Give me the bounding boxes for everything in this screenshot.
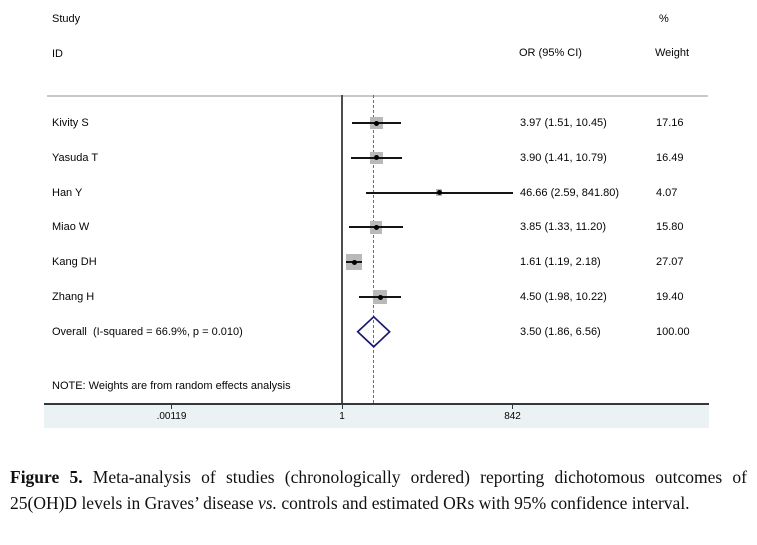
col-header-study: Study [52,13,81,25]
overall-or-ci-value: 3.50 (1.86, 6.56) [520,325,601,338]
x-axis-tick-label: 1 [339,411,345,422]
point-estimate-dot [378,295,383,300]
or-ci-value: 3.90 (1.41, 10.79) [520,151,607,164]
overall-dashed-line [373,95,374,403]
overall-label: Overall (I-squared = 66.9%, p = 0.010) [52,325,243,338]
random-effects-note: NOTE: Weights are from random effects analysis [52,380,291,392]
weight-value: 27.07 [656,256,684,269]
weight-value: 17.16 [656,117,684,129]
weight-value: 16.49 [656,151,684,164]
col-header-weight: Weight [655,47,690,59]
col-header-percent: % [659,13,669,25]
point-estimate-dot [352,260,357,265]
col-header-id: ID [52,48,63,60]
col-header-or-ci: OR (95% CI) [519,47,582,59]
weight-value: 4.07 [656,186,678,199]
or-ci-value: 3.97 (1.51, 10.45) [520,117,607,129]
or-ci-value: 46.66 (2.59, 841.80) [520,186,620,199]
or-ci-value: 4.50 (1.98, 10.22) [520,291,607,303]
overall-weight-value: 100.00 [656,325,690,338]
study-label: Kivity S [52,117,89,129]
point-estimate-dot [374,121,379,126]
x-axis-tick [512,403,513,409]
figure-caption [10,464,747,516]
reference-line [341,95,343,403]
study-label: Yasuda T [52,151,99,164]
study-label: Han Y [52,186,83,199]
or-ci-value: 1.61 (1.19, 2.18) [520,256,601,269]
weight-value: 15.80 [656,221,684,234]
weight-value: 19.40 [656,291,684,303]
x-axis-tick-label: 842 [504,411,521,422]
study-label: Kang DH [52,256,97,269]
caption-text-2: controls and estimated ORs with 95% confidence interval. [276,492,690,513]
caption-figure-number: Figure 5. [10,466,83,487]
study-label: Zhang H [52,291,95,303]
x-axis-tick-label: .00119 [156,411,187,422]
point-estimate-dot [374,225,379,230]
or-ci-value: 3.85 (1.33, 11.20) [520,221,607,234]
point-estimate-dot [437,190,442,195]
x-axis-tick [171,403,172,409]
study-label: Miao W [52,221,90,234]
caption-vs: vs. [258,492,277,513]
caption-text-1: Meta-analysis of studies (chronologically ordered) reporting dichotomous outcomes of 25(OH)D levels in Graves’ disease [10,466,747,513]
x-axis-tick [342,403,343,409]
